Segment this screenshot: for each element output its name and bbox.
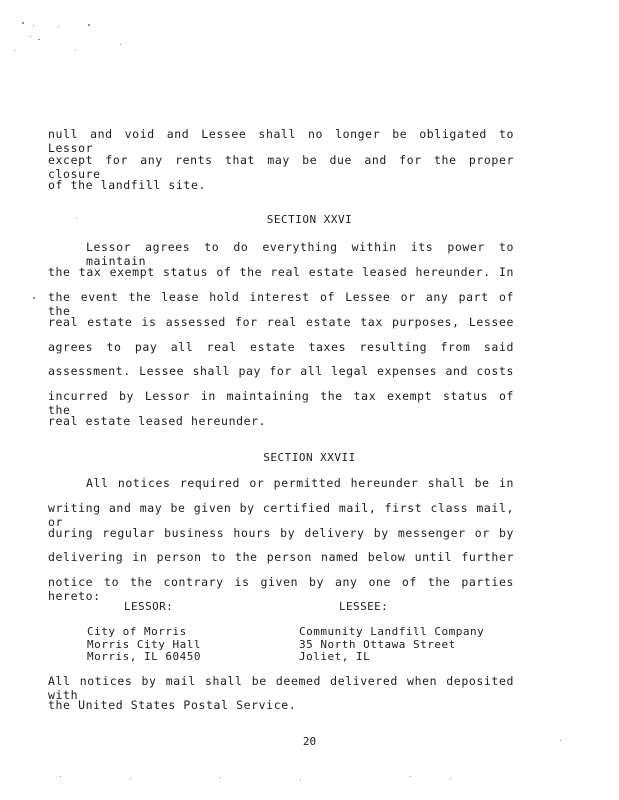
intro-line: null and void and Lessee shall no longer be obligated to Lessor	[48, 127, 514, 155]
section-heading: SECTION XXVII	[263, 451, 356, 464]
section-27-line: All notices required or permitted hereunder shall be in	[86, 476, 514, 490]
section-26-line: the tax exempt status of the real estate leased hereunder. In	[48, 265, 514, 279]
scan-speck	[120, 44, 121, 45]
section-27-line: during regular business hours by delivery by messenger or by	[48, 526, 514, 540]
section-26-line: Lessor agrees to do everything within its power to maintain	[86, 240, 514, 268]
address-line: Joliet, IL	[299, 650, 371, 663]
lessee-address	[299, 626, 484, 664]
scan-speck	[33, 297, 35, 299]
lessee-label: LESSEE:	[339, 600, 389, 613]
section-26-line: incurred by Lessor in maintaining the tax exempt status of the	[48, 389, 514, 417]
scan-speck	[410, 776, 411, 777]
section-27-line: notice to the contrary is given by any one of the parties hereto:	[48, 575, 514, 603]
section-26-line: the event the lease hold interest of Lessee or any part of the	[48, 290, 514, 318]
intro-line: except for any rents that may be due and for the proper closure	[48, 153, 514, 181]
address-line: Morris City Hall	[87, 637, 201, 651]
scan-speck	[14, 50, 15, 51]
scan-speck	[22, 22, 24, 24]
scan-speck	[58, 26, 59, 27]
page-number: 20	[302, 735, 317, 748]
address-line: Morris, IL 60450	[87, 650, 201, 663]
section-27-line: writing and may be given by certified mail, first class mail, or	[48, 501, 514, 529]
section-26-line: assessment. Lessee shall pay for all legal expenses and costs	[48, 364, 514, 378]
address-line: Community Landfill Company	[299, 625, 485, 638]
scan-speck	[38, 39, 40, 40]
section-27-line: delivering in person to the person named below until further	[48, 550, 514, 564]
section-heading: SECTION XXVI	[266, 213, 353, 226]
lessor-label: LESSOR:	[124, 600, 174, 613]
scan-speck	[75, 50, 76, 51]
scan-speck	[130, 778, 131, 779]
closing-line: the United States Postal Service.	[48, 698, 297, 712]
scan-speck	[33, 25, 34, 26]
closing-line: All notices by mail shall be deemed delivered when deposited with	[48, 674, 514, 702]
scan-speck	[88, 24, 90, 26]
intro-line: of the landfill site.	[48, 178, 206, 192]
lessor-address	[87, 626, 201, 664]
scan-speck	[30, 36, 31, 37]
scan-speck	[220, 777, 221, 778]
section-26-line: real estate is assessed for real estate tax purposes, Lessee	[48, 315, 514, 329]
scan-speck	[60, 776, 61, 777]
address-line: 35 North Ottawa Street	[299, 637, 456, 651]
scan-speck	[450, 778, 451, 779]
section-26-line: real estate leased hereunder.	[48, 414, 267, 428]
scan-speck	[300, 779, 301, 780]
address-line: City of Morris	[87, 625, 187, 638]
section-26-line: agrees to pay all real estate taxes resulting from said	[48, 340, 514, 354]
